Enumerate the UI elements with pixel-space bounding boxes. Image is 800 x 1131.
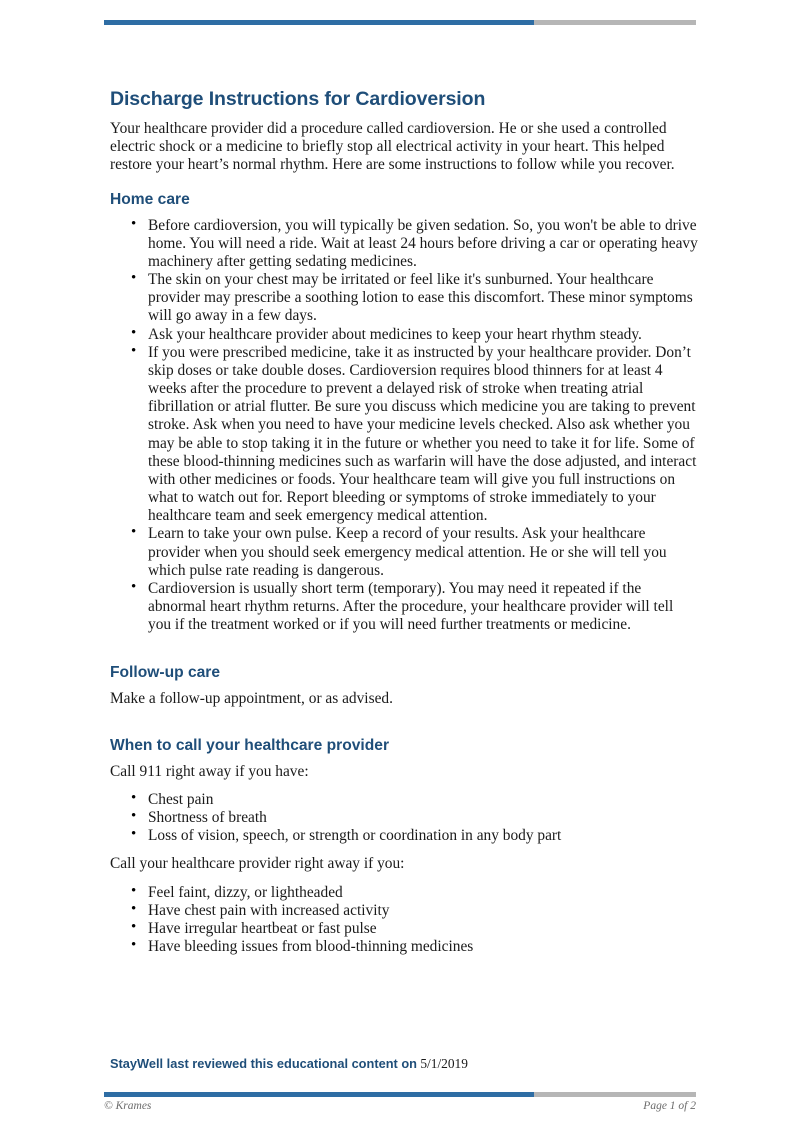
list-item: • If you were prescribed medicine, take it as instructed by your healthcare provider. Don’t skip doses or take double doses. Cardioversion requires blood thinners for at least 4 weeks after the procedure to prevent a delayed risk of stroke when treating atrial fibrillation or atrial flutter. Be sure you discuss which medicine you are taking to prevent stroke. Ask when you need to have your medicine levels checked. Also ask whether you may be able to stop taking it in the future or whether you need to take it for life. Some of these blood-thinning medicines such as warfarin will have the dose adjusted, and interact with other medicines or foods. Your healthcare team will give you full instructions on what to watch out for. Report bleeding or symptoms of stroke immediately to your healthcare team and seek emergency medical attention. [148,344,698,526]
list-item: • Learn to take your own pulse. Keep a record of your results. Ask your healthcare provider when you should seek emergency medical attention. He or she will tell you which pulse rate reading is dangerous. [148,525,698,580]
list-item: • Have bleeding issues from blood-thinning medicines [148,938,698,956]
list-item: • Shortness of breath [148,809,698,827]
document-content [110,88,698,956]
section-heading-home-care: Home care [110,190,190,208]
list-item: • Have chest pain with increased activity [148,902,698,920]
spacer [110,719,698,737]
call-911-list [110,791,698,846]
review-line [110,1056,710,1072]
footer-copyright: © Krames [104,1100,152,1112]
call-provider-lead: Call your healthcare provider right away if you: [110,855,405,873]
call-provider-list [110,884,698,957]
list-item: • Have irregular heartbeat or fast pulse [148,920,698,938]
section-heading-when-to-call: When to call your healthcare provider [110,736,390,754]
list-item: • Cardioversion is usually short term (temporary). You may need it repeated if the abnormal heart rhythm returns. After the procedure, your healthcare provider will tell you if the treatment worked or if you will need further treatments or medicine. [148,580,698,635]
home-care-list [110,217,698,635]
page-title: Discharge Instructions for Cardioversion [110,88,486,110]
footer-rule [104,1092,696,1097]
spacer [110,845,698,855]
footer-rule-fill [104,1092,534,1097]
review-label: StayWell last reviewed this educational content on [110,1056,417,1071]
list-item: • Before cardioversion, you will typically be given sedation. So, you won't be able to drive home. You will need a ride. Wait at least 24 hours before driving a car or operating heavy machinery after getting sedating medicines. [148,217,698,272]
list-item: • Ask your healthcare provider about medicines to keep your heart rhythm steady. [148,326,698,344]
header-rule-fill [104,20,534,25]
intro-paragraph: Your healthcare provider did a procedure called cardioversion. He or she used a controlled electric shock or a medicine to briefly stop all electrical activity in your heart. This helped restore your heart’s normal rhythm. Here are some instructions to follow while you recover. [110,120,675,174]
review-date: 5/1/2019 [420,1056,468,1071]
list-item: • Feel faint, dizzy, or lightheaded [148,884,698,902]
list-item: • Loss of vision, speech, or strength or coordination in any body part [148,827,698,845]
call-911-lead: Call 911 right away if you have: [110,762,309,780]
footer-page-number: Page 1 of 2 [643,1100,696,1112]
header-rule [104,20,696,25]
list-item: • The skin on your chest may be irritated or feel like it's sunburned. Your healthcare provider may prescribe a soothing lotion to ease this discomfort. These minor symptoms will go away in a few days. [148,271,698,326]
follow-up-paragraph: Make a follow-up appointment, or as advised. [110,690,393,708]
section-heading-follow-up-care: Follow-up care [110,664,221,682]
list-item: • Chest pain [148,791,698,809]
